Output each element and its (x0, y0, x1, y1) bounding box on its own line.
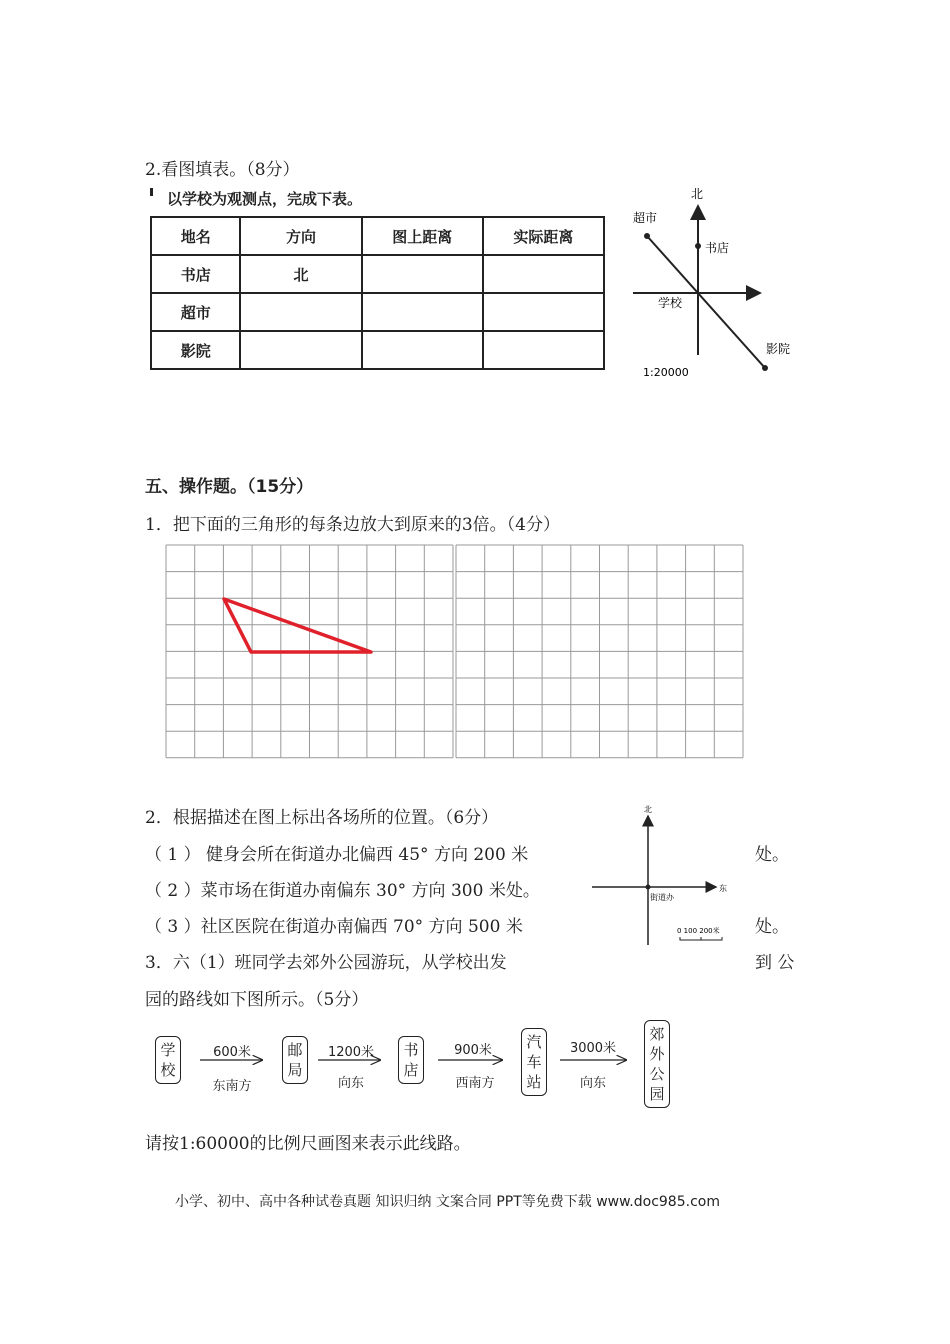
bookstore-point (695, 243, 701, 249)
route-direction: 西南方 (455, 1076, 495, 1091)
red-triangle (224, 599, 371, 652)
table-header-row (151, 217, 604, 255)
table-row (151, 331, 604, 369)
table-cell-real-distance[interactable] (483, 293, 604, 331)
table-header-cell: 图上距离 (362, 217, 483, 255)
grid-right[interactable] (456, 545, 743, 758)
street-office-map (588, 800, 738, 948)
table-cell-direction[interactable] (240, 331, 361, 369)
supermarket-label: 超市 (633, 211, 658, 225)
question-2-title: 2.看图填表。（8分） (145, 160, 300, 180)
scale-label: 1:20000 (643, 366, 689, 379)
east-label: 东 (719, 884, 727, 893)
operation-3-text-2: 园的路线如下图所示。（5分） (145, 990, 369, 1010)
table-row (151, 255, 604, 293)
table-cell-map-distance[interactable] (362, 331, 483, 369)
street-office-point (646, 885, 651, 890)
footer-text: 小学、初中、高中各种试卷真题 知识归纳 文案合同 PPT等免费下载 www.doc985.com (175, 1194, 720, 1210)
route-place-label: 学校 (160, 1041, 176, 1079)
cinema-label: 影院 (766, 342, 791, 356)
route-place-label: 书店 (403, 1041, 419, 1079)
operation-2-text: 2．根据描述在图上标出各场所的位置。（6分） (145, 808, 499, 828)
grid-area (164, 543, 746, 761)
route-direction: 向东 (337, 1076, 364, 1091)
table-cell-direction[interactable]: 北 (240, 255, 361, 293)
table-header-cell: 地名 (151, 217, 240, 255)
table-cell-place: 超市 (151, 293, 240, 331)
operation-2-item-3-tail: 处。 (755, 917, 789, 937)
school-label: 学校 (658, 296, 683, 310)
table-row (151, 293, 604, 331)
instruction-text: 请按1:60000的比例尺画图来表示此线路。 (145, 1134, 471, 1154)
table-cell-place: 影院 (151, 331, 240, 369)
route-place-label: 郊外公园 (649, 1025, 665, 1103)
route-distance: 1200米 (327, 1045, 375, 1060)
table-cell-place: 书店 (151, 255, 240, 293)
bookstore-label: 书店 (705, 241, 730, 255)
supermarket-point (644, 233, 650, 239)
route-distance: 900米 (454, 1043, 492, 1058)
table-cell-direction[interactable] (240, 293, 361, 331)
table-cell-map-distance[interactable] (362, 293, 483, 331)
street-office-label: 街道办 (650, 893, 674, 902)
north-label: 北 (691, 187, 704, 201)
scale-bar (680, 937, 722, 940)
bullet-mark (150, 188, 153, 196)
cinema-point (762, 365, 768, 371)
table-header-cell: 方向 (240, 217, 361, 255)
route-distance: 3000米 (569, 1041, 617, 1056)
direction-table (150, 216, 605, 370)
table-caption-text: 以学校为观测点，完成下表。 (167, 190, 363, 208)
table-caption (150, 188, 362, 209)
route-direction: 向东 (579, 1076, 606, 1091)
operation-3-tail: 到 公 (755, 953, 795, 973)
table-header-cell: 实际距离 (483, 217, 604, 255)
operation-2-item-2: （ 2 ）菜市场在街道办南偏东 30° 方向 300 米处。 (145, 881, 540, 901)
route-place-label: 邮局 (287, 1041, 303, 1079)
route-distance: 600米 (213, 1045, 251, 1060)
scale-label: 0 100 200米 (677, 927, 720, 935)
operation-2-item-3: （ 3 ）社区医院在街道办南偏西 70° 方向 500 米 (145, 917, 523, 937)
school-map-diagram (625, 180, 795, 385)
operation-1-text: 1．把下面的三角形的每条边放大到原来的3倍。（4分） (145, 515, 560, 535)
table-cell-real-distance[interactable] (483, 331, 604, 369)
operation-2-item-1-tail: 处。 (755, 845, 789, 865)
operation-2-item-1: （ 1 ） 健身会所在街道办北偏西 45° 方向 200 米 (145, 845, 529, 865)
operation-3-text: 3．六（1）班同学去郊外公园游玩，从学校出发 (145, 953, 507, 973)
table-cell-real-distance[interactable] (483, 255, 604, 293)
north-label: 北 (644, 805, 652, 814)
route-direction: 东南方 (212, 1079, 252, 1094)
table-cell-map-distance[interactable] (362, 255, 483, 293)
section-5-title: 五、操作题。（15分） (145, 477, 314, 497)
route-place-label: 汽车站 (526, 1033, 542, 1091)
